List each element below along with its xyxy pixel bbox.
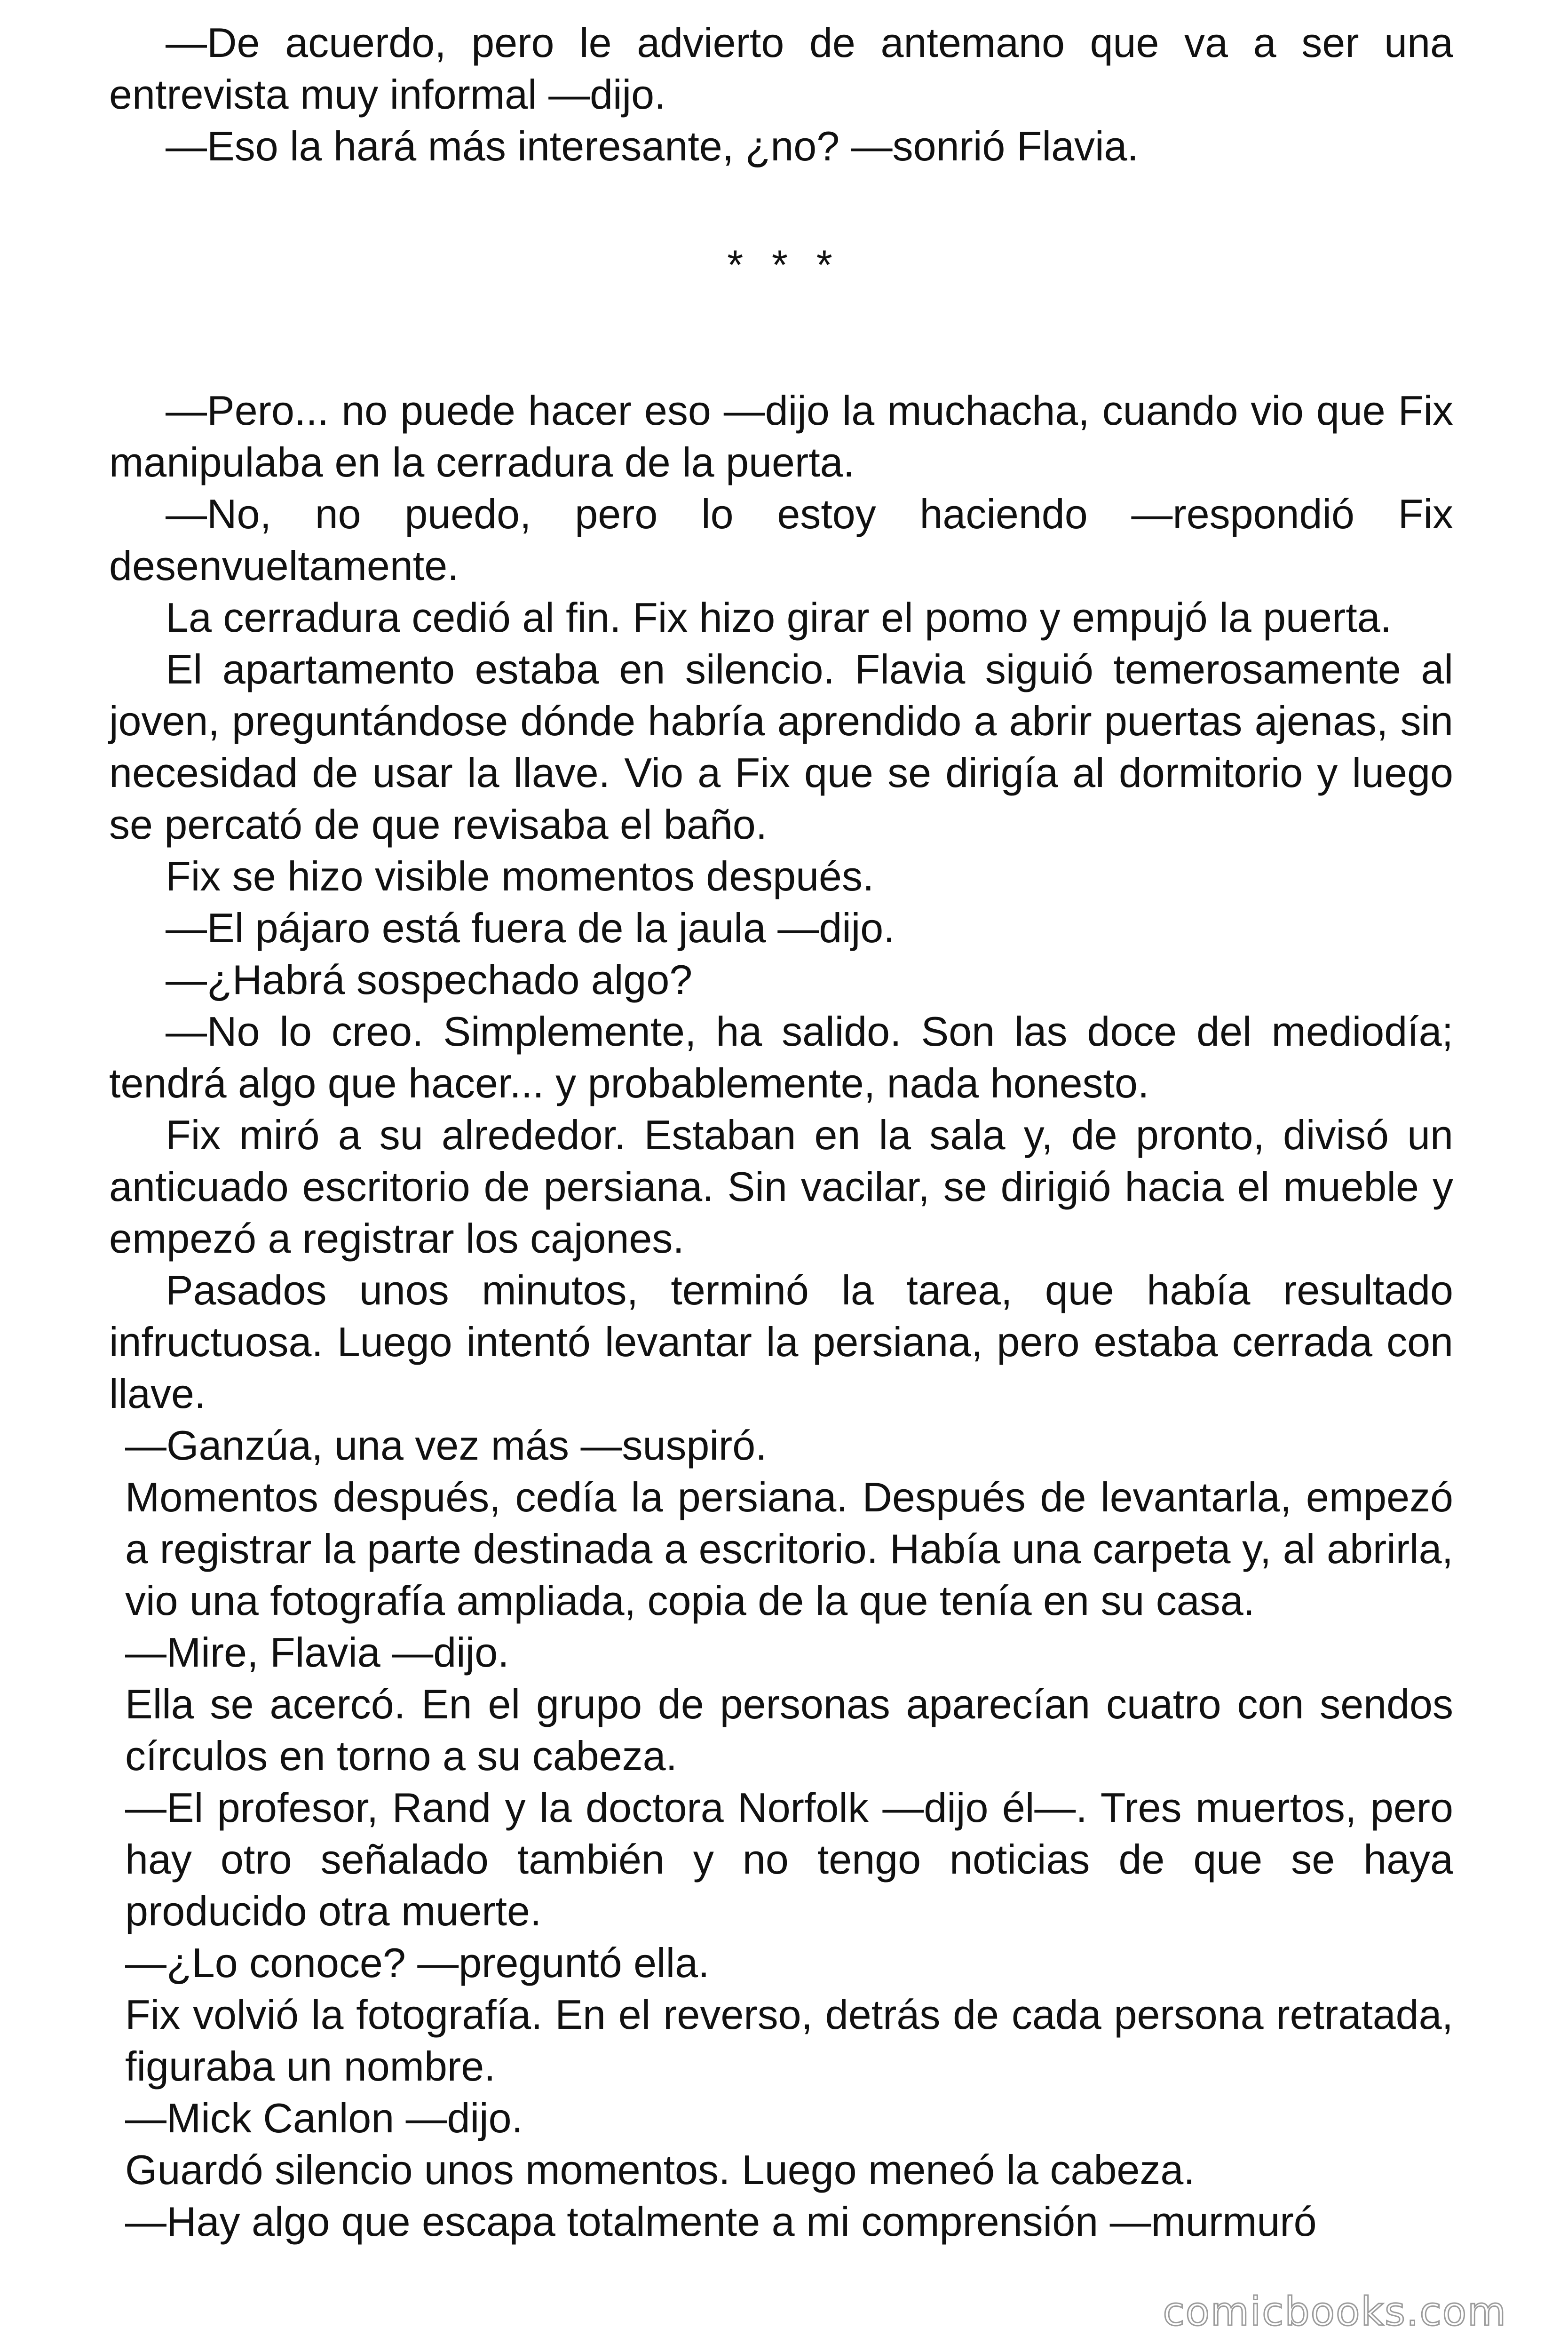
paragraph: —El pájaro está fuera de la jaula —dijo.: [166, 905, 895, 951]
paragraph: Momentos después, cedía la persiana. Después de levantarla, empezó a registrar la parte destinada a escritorio. Había una carpeta y, al abrirla, vio una fotografía ampliada, copia de la que tenía en su casa.: [125, 1474, 1453, 1624]
paragraph: —De acuerdo, pero le advierto de antemano que va a ser una entrevista muy informal —dijo.: [109, 19, 1453, 118]
text-block-main: [109, 385, 1453, 2248]
paragraph: Ella se acercó. En el grupo de personas aparecían cuatro con sendos círculos en torno a su cabeza.: [125, 1681, 1453, 1779]
paragraph: —Hay algo que escapa totalmente a mi comprensión —murmuró: [125, 2198, 1317, 2245]
paragraph: —El profesor, Rand y la doctora Norfolk —dijo él—. Tres muertos, pero hay otro señalado también y no tengo noticias de que se haya producido otra muerte.: [125, 1784, 1453, 1934]
scene-separator: * * *: [727, 241, 841, 288]
paragraph: Pasados unos minutos, terminó la tarea, que había resultado infructuosa. Luego intentó levantar la persiana, pero estaba cerrada con llave.: [109, 1267, 1453, 1417]
paragraph: —Ganzúa, una vez más —suspiró.: [125, 1422, 767, 1469]
paragraph: —Pero... no puede hacer eso —dijo la muchacha, cuando vio que Fix manipulaba en la cerradura de la puerta.: [109, 387, 1453, 485]
paragraph: Fix miró a su alrededor. Estaban en la sala y, de pronto, divisó un anticuado escritorio de persiana. Sin vacilar, se dirigió hacia el mueble y empezó a registrar los cajones.: [109, 1112, 1453, 1262]
paragraph: —¿Habrá sospechado algo?: [166, 956, 693, 1003]
paragraph: La cerradura cedió al fin. Fix hizo girar el pomo y empujó la puerta.: [166, 594, 1392, 641]
paragraph: El apartamento estaba en silencio. Flavia siguió temerosamente al joven, preguntándose dónde habría aprendido a abrir puertas ajenas, sin necesidad de usar la llave. Vio a Fix que se dirigía al dormitorio y luego se percató de que revisaba el baño.: [109, 646, 1453, 848]
paragraph: —No, no puedo, pero lo estoy haciendo —respondió Fix desenvueltamente.: [109, 491, 1453, 589]
paragraph: —Mick Canlon —dijo.: [125, 2095, 523, 2141]
paragraph: —Mire, Flavia —dijo.: [125, 1629, 509, 1676]
watermark-logo: comicbooks.com: [1163, 2288, 1507, 2335]
paragraph: Fix volvió la fotografía. En el reverso, detrás de cada persona retratada, figuraba un nombre.: [125, 1991, 1453, 2090]
paragraph: Guardó silencio unos momentos. Luego meneó la cabeza.: [125, 2146, 1195, 2193]
paragraph: Fix se hizo visible momentos después.: [166, 853, 874, 899]
text-block-top: [109, 17, 1453, 172]
paragraph: —¿Lo conoce? —preguntó ella.: [125, 1939, 710, 1986]
paragraph: —No lo creo. Simplemente, ha salido. Son las doce del mediodía; tendrá algo que hacer... y probablemente, nada honesto.: [109, 1008, 1453, 1106]
paragraph: —Eso la hará más interesante, ¿no? —sonrió Flavia.: [166, 123, 1139, 169]
